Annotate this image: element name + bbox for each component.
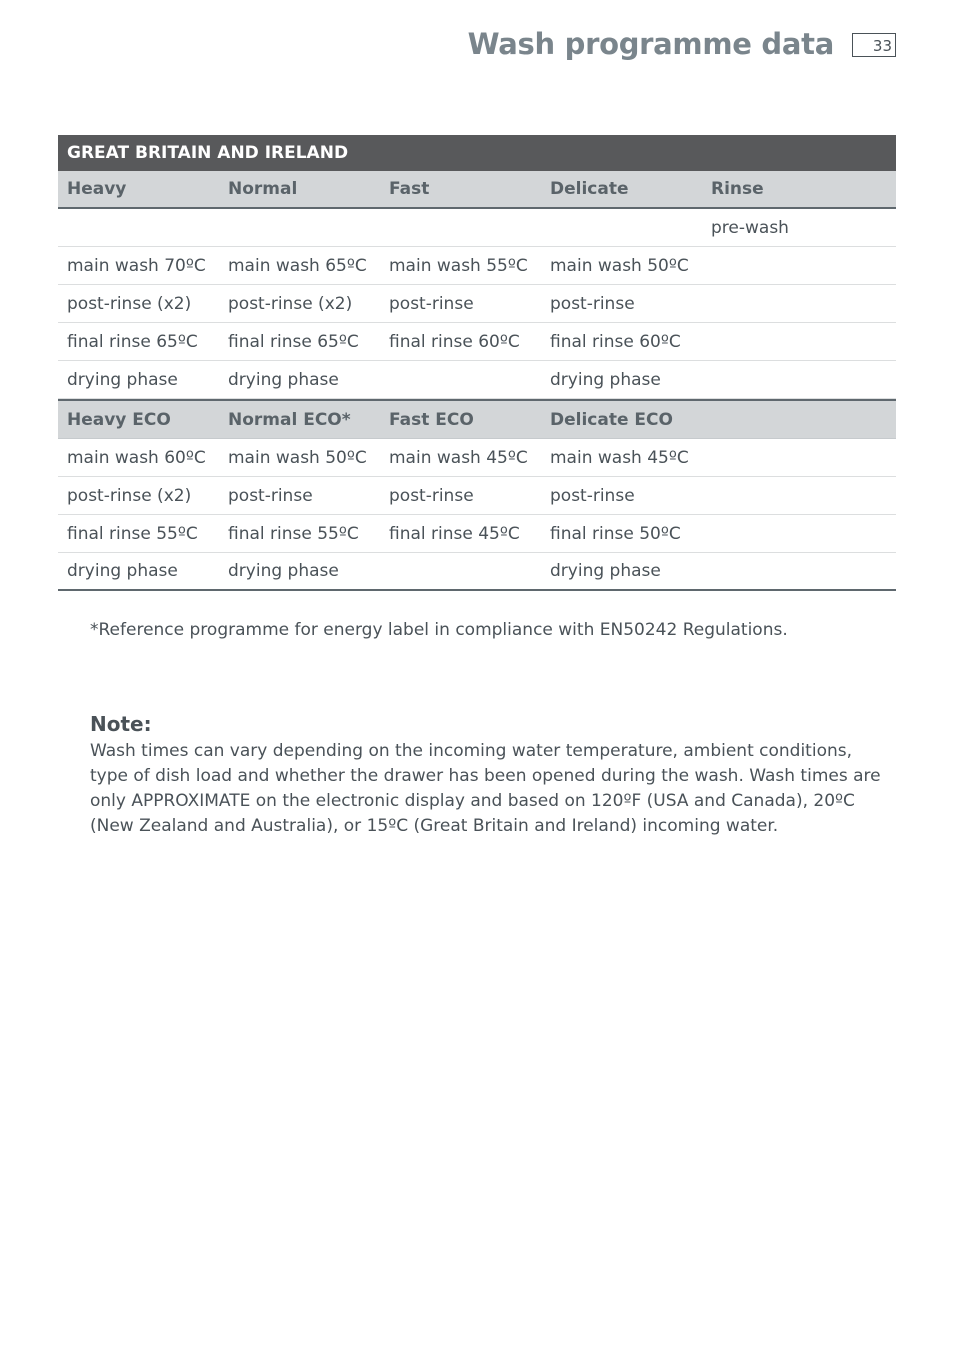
column-header-heavy: Heavy xyxy=(67,179,127,199)
table-row xyxy=(58,209,896,247)
table-row xyxy=(58,477,896,515)
table-row xyxy=(58,361,896,399)
wash-programme-table xyxy=(58,135,896,591)
note-body: Wash times can vary depending on the incoming water temperature, ambient conditions, type of dish load and whether the drawer has been opened during the wash. Wash times are only APPROXIMATE on the electronic display and based on 120ºF (USA and Canada), 20ºC (New Zealand and Australia), or 15ºC (Great Britain and Ireland) incoming water. xyxy=(90,741,881,836)
table-cell: final rinse 60ºC xyxy=(550,331,681,352)
table-cell: final rinse 55ºC xyxy=(228,523,359,544)
table-cell: drying phase xyxy=(228,561,339,581)
table-row xyxy=(58,439,896,477)
table-cell: final rinse 65ºC xyxy=(228,331,359,352)
table-cell: drying phase xyxy=(228,369,339,390)
footnote: *Reference programme for energy label in compliance with EN50242 Regulations. xyxy=(90,620,788,640)
table-header-row-standard xyxy=(58,171,896,209)
table-cell: main wash 45ºC xyxy=(550,447,689,468)
table-cell: post-rinse xyxy=(550,485,635,506)
table-cell: drying phase xyxy=(550,369,661,390)
table-cell: final rinse 50ºC xyxy=(550,523,681,544)
column-header-fast-eco: Fast ECO xyxy=(389,409,474,430)
table-cell: post-rinse (x2) xyxy=(67,485,192,506)
table-cell: post-rinse xyxy=(389,485,474,506)
page-title: Wash programme data xyxy=(467,27,834,61)
table-header-row-eco xyxy=(58,399,896,439)
table-row xyxy=(58,553,896,591)
table-row xyxy=(58,323,896,361)
column-header-delicate: Delicate xyxy=(550,179,629,199)
table-cell: main wash 70ºC xyxy=(67,255,206,276)
column-header-rinse: Rinse xyxy=(711,179,764,199)
table-cell: drying phase xyxy=(550,561,661,581)
column-header-heavy-eco: Heavy ECO xyxy=(67,409,171,430)
column-header-delicate-eco: Delicate ECO xyxy=(550,409,673,430)
table-cell: main wash 50ºC xyxy=(228,447,367,468)
table-cell: post-rinse (x2) xyxy=(67,293,192,314)
table-cell: drying phase xyxy=(67,369,178,390)
note-title: Note: xyxy=(90,712,152,736)
table-cell: main wash 55ºC xyxy=(389,255,528,276)
table-cell: post-rinse xyxy=(228,485,313,506)
table-cell: post-rinse xyxy=(550,293,635,314)
table-cell: main wash 45ºC xyxy=(389,447,528,468)
region-header: GREAT BRITAIN AND IRELAND xyxy=(58,135,896,171)
table-cell: main wash 50ºC xyxy=(550,255,689,276)
table-cell: final rinse 55ºC xyxy=(67,523,198,544)
page-header xyxy=(467,27,896,61)
table-cell: final rinse 60ºC xyxy=(389,331,520,352)
table-cell: drying phase xyxy=(67,561,178,581)
table-cell: post-rinse (x2) xyxy=(228,293,353,314)
table-cell: pre-wash xyxy=(711,217,789,238)
table-cell: final rinse 65ºC xyxy=(67,331,198,352)
page-number: 33 xyxy=(852,33,896,57)
column-header-normal-eco: Normal ECO* xyxy=(228,409,351,430)
column-header-fast: Fast xyxy=(389,179,430,199)
table-row xyxy=(58,247,896,285)
table-cell: main wash 60ºC xyxy=(67,447,206,468)
table-cell: final rinse 45ºC xyxy=(389,523,520,544)
table-row xyxy=(58,515,896,553)
table-cell: main wash 65ºC xyxy=(228,255,367,276)
table-cell: post-rinse xyxy=(389,293,474,314)
table-row xyxy=(58,285,896,323)
column-header-normal: Normal xyxy=(228,179,298,199)
